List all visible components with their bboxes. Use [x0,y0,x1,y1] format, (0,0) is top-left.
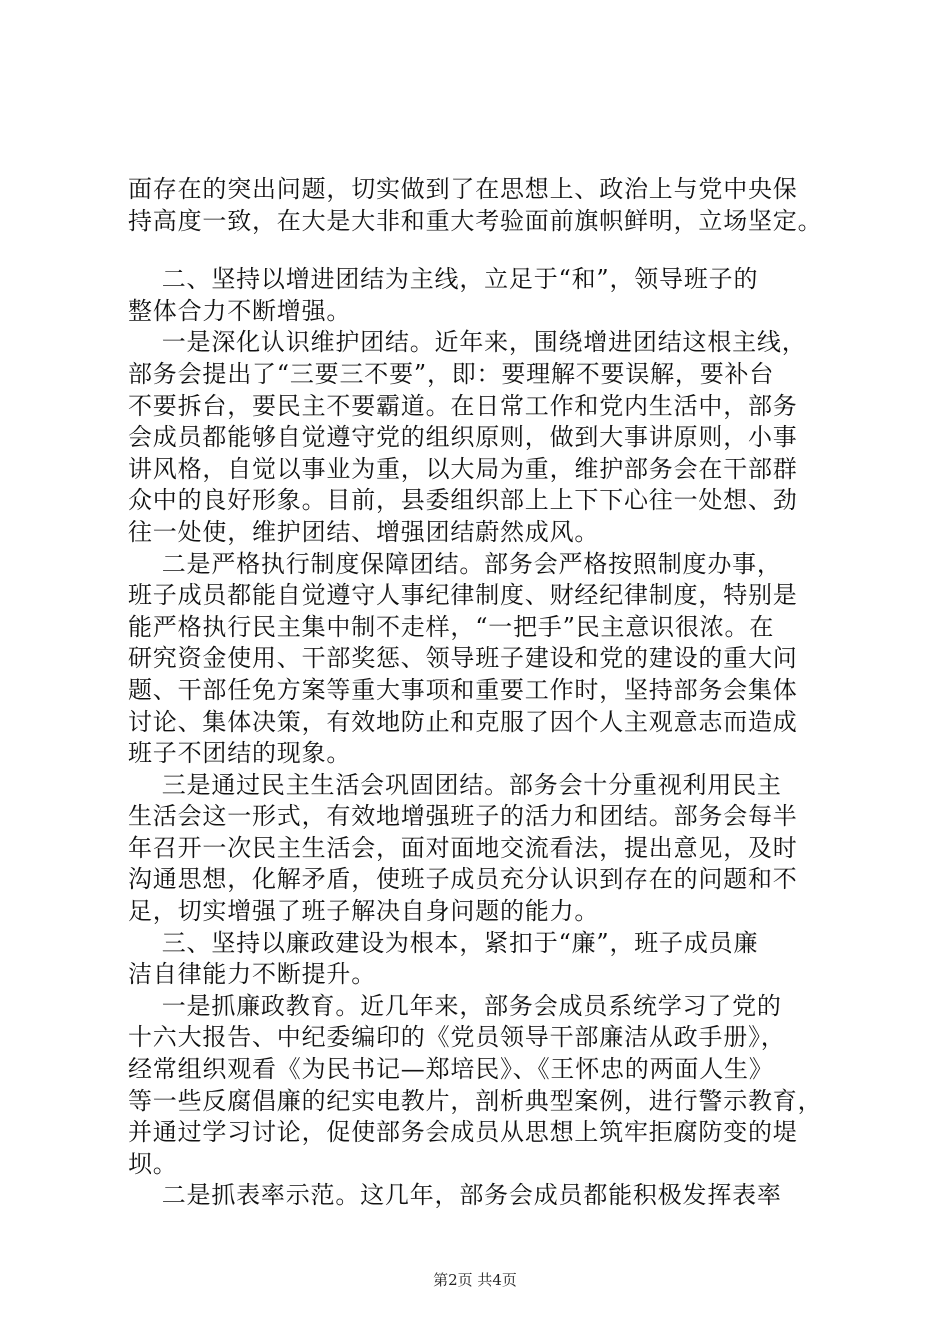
text-line: 等一些反腐倡廉的纪实电教片，剖析典型案例，进行警示教育， [128,1086,823,1115]
text-line: 题、干部任免方案等重大事项和重要工作时，坚持部务会集体 [128,675,798,704]
text-line: 班子不团结的现象。 [128,739,352,768]
text-line: 不要拆台，要民主不要霸道。在日常工作和党内生活中，部务 [128,391,798,420]
text-line: 往一处使，维护团结、增强团结蔚然成风。 [128,517,600,546]
document-body [128,174,838,1212]
paragraph [128,327,838,548]
text-line: 众中的良好形象。目前，县委组织部上上下下心往一处想、劲 [128,486,798,515]
text-line: 沟通思想，化解矛盾，使班子成员充分认识到存在的问题和不 [128,865,798,894]
paragraph [128,991,838,1181]
text-line: 持高度一致，在大是大非和重大考验面前旗帜鲜明，立场坚定。 [128,206,823,235]
text-line: 三是通过民主生活会巩固团结。部务会十分重视利用民主 [128,770,782,799]
text-line: 二、坚持以增进团结为主线，立足于“和”，领导班子的 [128,265,759,294]
paragraph [128,549,838,770]
section-heading [128,928,838,991]
text-line: 并通过学习讨论，促使部务会成员从思想上筑牢拒腐防变的堤 [128,1118,798,1147]
text-line: 年召开一次民主生活会，面对面地交流看法，提出意见，及时 [128,833,798,862]
text-line: 足，切实增强了班子解决自身问题的能力。 [128,897,600,926]
text-line: 坝。 [128,1149,178,1178]
paragraph-gap [128,237,838,264]
text-line: 三、坚持以廉政建设为根本，紧扣于“廉”，班子成员廉 [128,928,759,957]
text-line: 一是深化认识维护团结。近年来，围绕增进团结这根主线， [128,328,807,357]
text-line: 会成员都能够自觉遵守党的组织原则，做到大事讲原则，小事 [128,423,798,452]
section-heading [128,264,838,327]
text-line: 十六大报告、中纪委编印的《党员领导干部廉洁从政手册》， [128,1023,786,1052]
paragraph [128,770,838,928]
text-line: 二是抓表率示范。这几年，部务会成员都能积极发挥表率 [128,1181,782,1210]
text-line: 讲风格，自觉以事业为重，以大局为重，维护部务会在干部群 [128,454,798,483]
text-line: 一是抓廉政教育。近几年来，部务会成员系统学习了党的 [128,991,782,1020]
text-line: 研究资金使用、干部奖惩、领导班子建设和党的建设的重大问 [128,644,798,673]
text-line: 能严格执行民主集中制不走样，“一把手”民主意识很浓。在 [128,612,775,641]
text-line: 面存在的突出问题，切实做到了在思想上、政治上与党中央保 [128,175,798,203]
text-line: 班子成员都能自觉遵守人事纪律制度、财经纪律制度，特别是 [128,581,798,610]
text-line: 洁自律能力不断提升。 [128,960,376,989]
text-line: 整体合力不断增强。 [128,296,352,325]
text-line: 生活会这一形式，有效地增强班子的活力和团结。部务会每半 [128,802,798,831]
paragraph [128,174,838,237]
paragraph [128,1180,838,1212]
text-line: 二是严格执行制度保障团结。部务会严格按照制度办事， [128,549,782,578]
text-line: 部务会提出了“三要三不要”，即：要理解不要误解，要补台 [128,359,775,388]
page-number-footer: 第2页 共4页 [433,1271,517,1289]
text-line: 讨论、集体决策，有效地防止和克服了因个人主观意志而造成 [128,707,798,736]
text-line: 经常组织观看《为民书记—郑培民》、《王怀忠的两面人生》 [128,1055,774,1084]
